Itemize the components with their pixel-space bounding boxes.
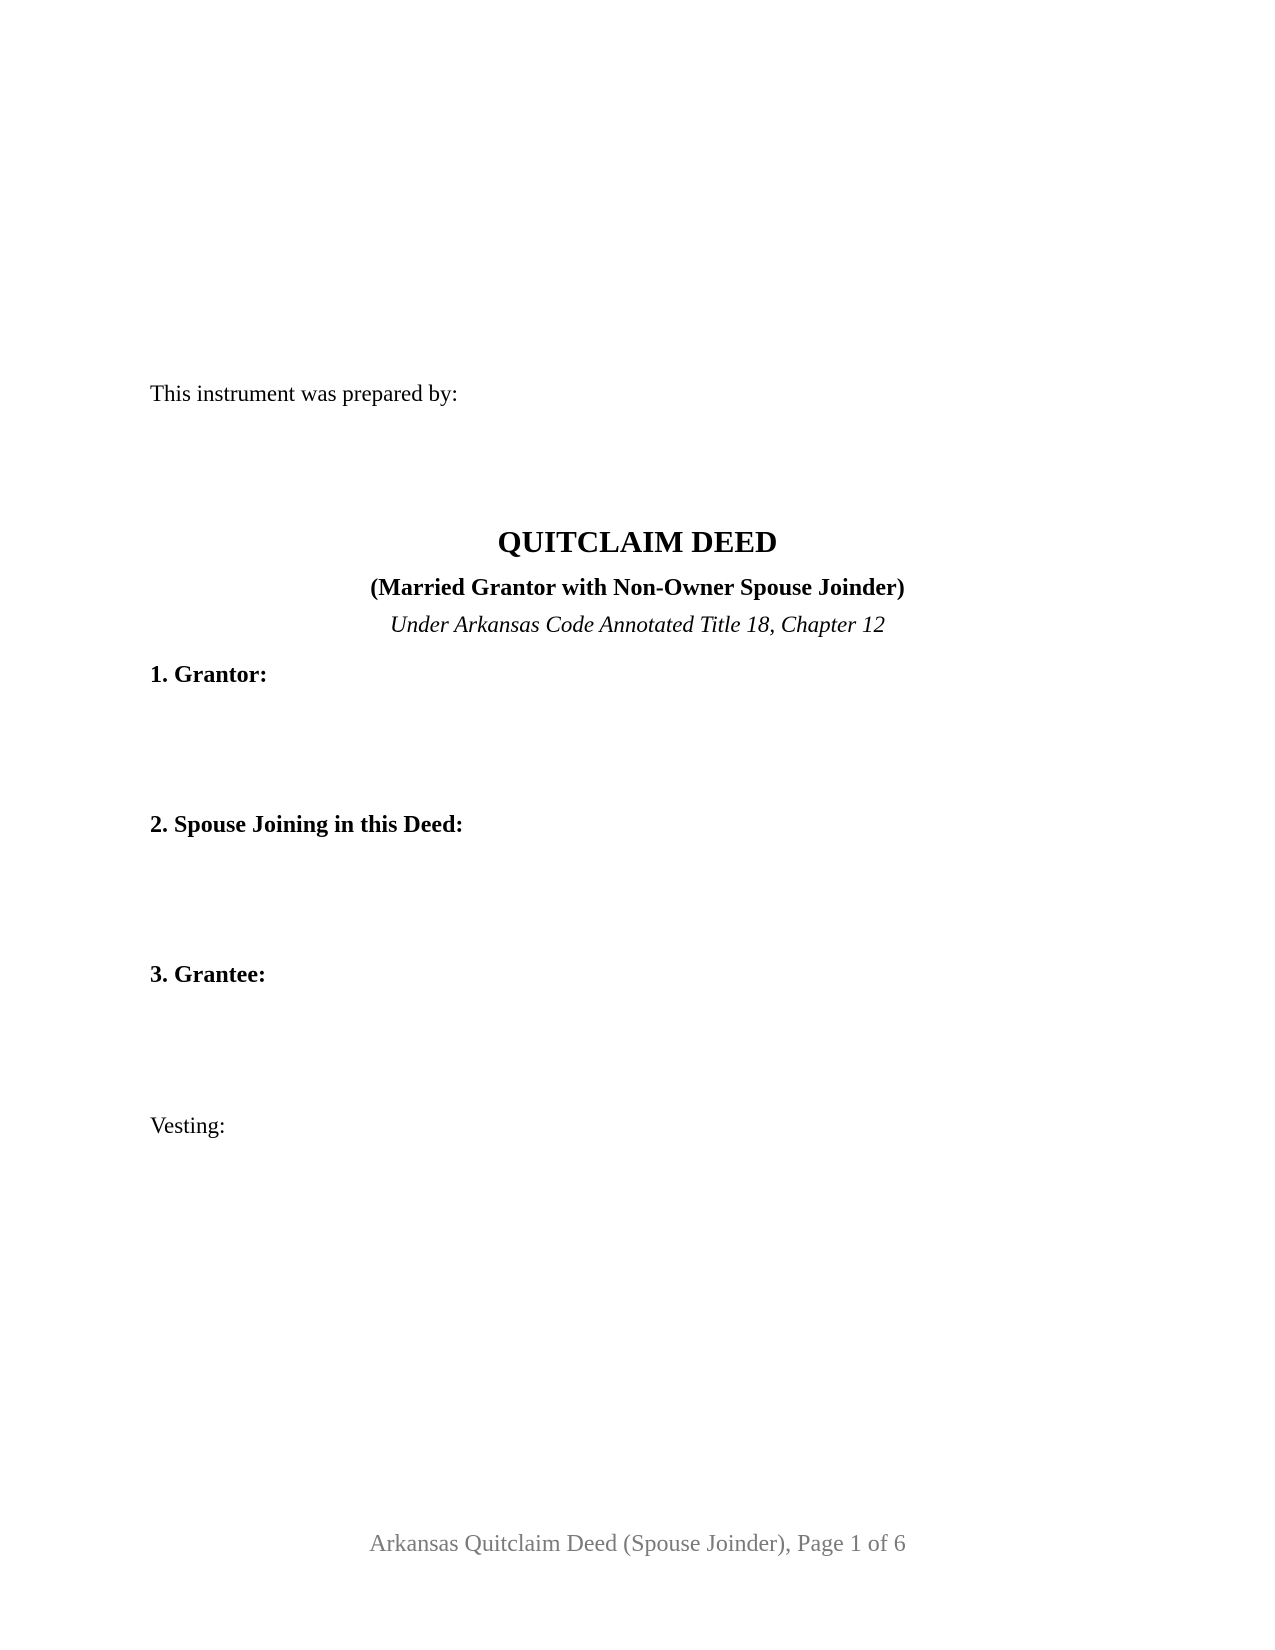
- section-heading-spouse: 2. Spouse Joining in this Deed:: [150, 812, 464, 838]
- section-heading-grantee: 3. Grantee:: [150, 962, 266, 988]
- document-title: QUITCLAIM DEED: [497, 524, 778, 559]
- document-subtitle: (Married Grantor with Non-Owner Spouse Joinder): [370, 575, 905, 601]
- prepared-by-label: This instrument was prepared by:: [150, 381, 458, 406]
- statute-reference: Under Arkansas Code Annotated Title 18, Chapter 12: [390, 612, 885, 637]
- section-heading-grantor: 1. Grantor:: [150, 662, 268, 688]
- page-footer: Arkansas Quitclaim Deed (Spouse Joinder), Page 1 of 6: [369, 1531, 906, 1557]
- vesting-label: Vesting:: [150, 1113, 226, 1138]
